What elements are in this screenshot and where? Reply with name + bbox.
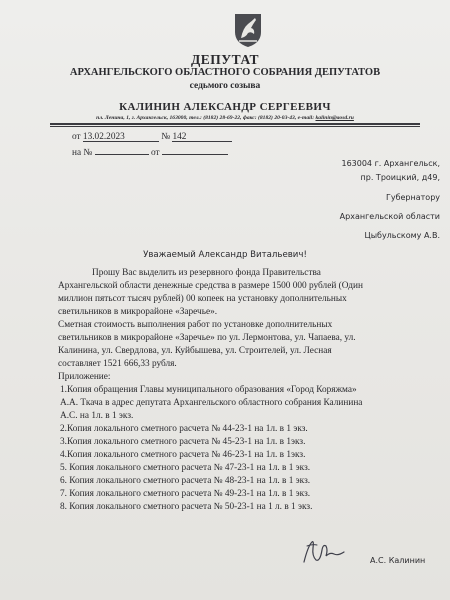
reference-line xyxy=(72,145,228,158)
body-line: Архангельской области денежные средства в размере 1500 000 рублей (Один xyxy=(58,281,363,291)
attachment-item: 6. Копия локального сметного расчета № 48-23-1 на 1л. в 1 экз. xyxy=(60,476,311,486)
signer-name: А.С. Калинин xyxy=(370,556,426,565)
registration-line xyxy=(72,132,232,142)
attachment-item: А.А. Ткача в адрес депутата Архангельского областного собрания Калинина xyxy=(60,398,363,408)
reference-prefix: на № xyxy=(72,148,93,158)
contact-details: пл. Ленина, 1, г. Архангельск, 163000, тел.: (8182) 28-69-22, факс: (8182) 20-03-43, e-mail: xyxy=(96,115,315,121)
body-line: светильников в микрорайоне «Заречье». xyxy=(58,307,218,317)
addressee-line: Цыбульскому А.В. xyxy=(364,231,440,240)
attachments-heading: Приложение: xyxy=(58,372,111,382)
reference-date-blank xyxy=(162,145,228,155)
attachment-item: 2.Копия локального сметного расчета № 44-23-1 на 1л. в 1 экз. xyxy=(60,424,308,434)
date-prefix: от xyxy=(72,132,81,142)
registration-date: 13.02.2023 xyxy=(83,132,159,142)
letterhead-convocation: седьмого созыва xyxy=(189,81,261,91)
attachment-item: 5. Копия локального сметного расчета № 47-23-1 на 1л. в 1 экз. xyxy=(60,463,311,473)
attachment-item: 7. Копия локального сметного расчета № 49-23-1 на 1л. в 1 экз. xyxy=(60,489,311,499)
attachment-item: 8. Копия локального сметного расчета № 50-23-1 на 1 л. в 1 экз. xyxy=(60,502,313,512)
reference-from: от xyxy=(150,148,160,158)
letterhead-rule xyxy=(50,123,420,125)
body-line: Калинина, ул. Свердлова, ул. Куйбышева, ул. Строителей, ул. Лесная xyxy=(58,346,332,356)
body-line: Прошу Вас выделить из резервного фонда Правительства xyxy=(92,268,321,278)
body-line: светильников в микрорайоне «Заречье» по ул. Лермонтова, ул. Чапаева, ул. xyxy=(58,333,356,343)
body-line: миллион пятьсот тысяч рублей) 00 копеек на установку дополнительных xyxy=(58,294,347,304)
number-prefix: № xyxy=(161,132,171,142)
email-link[interactable]: kalinin@aosd.ru xyxy=(315,115,354,121)
letterhead-title: ДЕПУТАТ xyxy=(190,52,260,67)
letterhead-contacts xyxy=(0,115,450,121)
attachment-item: 4.Копия локального сметного расчета № 46-23-1 на 1л. в 1экз. xyxy=(60,450,306,460)
attachment-item: 1.Копия обращения Главы муниципального образования «Город Коряжма» xyxy=(60,385,357,395)
addressee-line: пр. Троицкий, д49, xyxy=(360,173,440,182)
addressee-line: Губернатору xyxy=(385,193,440,202)
greeting: Уважаемый Александр Витальевич! xyxy=(143,250,307,260)
body-line: Сметная стоимость выполнения работ по установке дополнительных xyxy=(58,320,333,330)
attachment-item: 3.Копия локального сметного расчета № 45-23-1 на 1л. в 1экз. xyxy=(60,437,306,447)
handwritten-signature xyxy=(300,536,348,566)
body-line: составляет 1521 666,33 рубля. xyxy=(58,359,177,369)
addressee-line: Архангельской области xyxy=(339,212,440,221)
letterhead-rule-thin xyxy=(50,126,420,127)
letterhead-organization: АРХАНГЕЛЬСКОГО ОБЛАСТНОГО СОБРАНИЯ ДЕПУТАТОВ xyxy=(69,67,381,78)
addressee-line: 163004 г. Архангельск, xyxy=(341,159,440,168)
registration-number: 142 xyxy=(172,132,232,142)
coat-of-arms-icon xyxy=(233,12,263,48)
deputy-name: КАЛИНИН АЛЕКСАНДР СЕРГЕЕВИЧ xyxy=(119,101,331,113)
reference-number-blank xyxy=(95,145,149,155)
attachment-item: А.С. на 1л. в 1 экз. xyxy=(60,411,134,421)
